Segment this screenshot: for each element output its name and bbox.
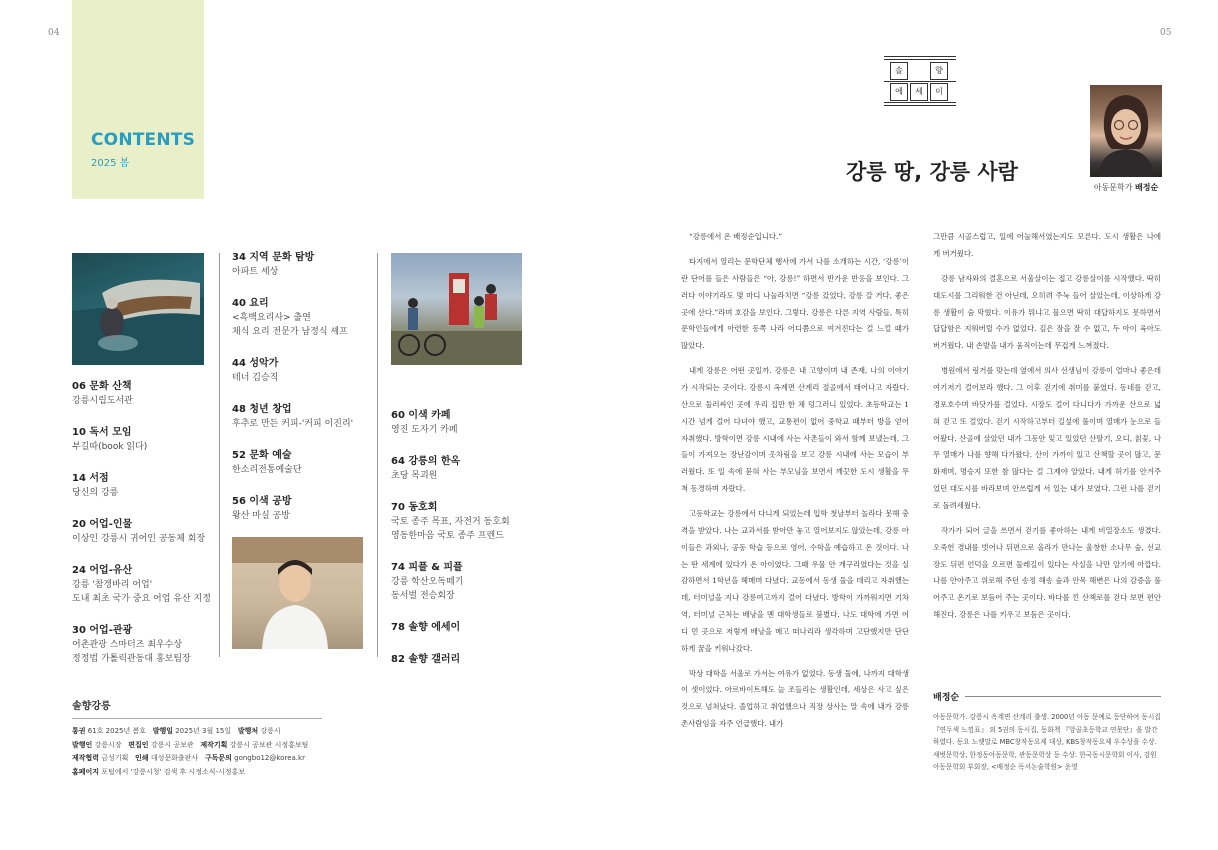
contents-subtitle: 2025 봄: [91, 158, 130, 169]
toc-item-description: 영동한마음 국토 종주 프렌드: [391, 531, 504, 541]
toc-column-2: [232, 251, 372, 541]
author-caption: [1088, 182, 1164, 193]
toc-item-heading: 06 문화 산책: [72, 381, 132, 392]
essay-paragraph: 강릉 남자와의 결혼으로 서울살이는 접고 강릉살이를 시작했다. 딱히 대도시를 그리워한 건 아닌데, 오히려 주눅 들어 살았는데, 이상하게 강릉 생활이 숨 막혔다. 이유가 뭐냐고 물으면 딱히 대답하지도 못하면서 답답함은 지워버릴 수가 없었다. 깊은 잠을 잘 수 없고, 두 아이 육아도 버거웠다. 내 손발을 내가 움직이는데 무겁게 느껴졌다.: [933, 273, 1161, 351]
toc-item-description: 테너 김승직: [232, 373, 279, 383]
colophon-key: 인쇄: [135, 754, 149, 762]
toc-item-description: 국토 종주 목표, 자전거 동호회: [391, 517, 510, 527]
cycling-club-illustration: [391, 253, 522, 365]
bio-text: 아동문학가. 강릉시 옥계면 산계리 출생. 2000년 아동 문예로 등단하여 동시집 『연두색 느낌표』 외 5권의 동시집, 동화책 『앙골초등학교 연못단』을 발간하였다. 동요 노랫말로 MBC창작동요제 대상, KBS창작동요제 우수상을 수상. 새벗문학상, 한정동아동문학, 관동문학상 등 수상. 한국동시문학회 이사, 강원아동문학회 부회장, <배정순 독서논술학원> 운영: [933, 713, 1161, 772]
page-number-left: 04: [48, 28, 60, 38]
toc-item-heading: 20 어업-인물: [72, 519, 133, 530]
toc-item[interactable]: [391, 409, 531, 437]
colophon-key: 발행인: [72, 740, 93, 749]
colophon-line: [72, 766, 392, 780]
toc-item[interactable]: [232, 357, 372, 385]
toc-item-heading: 34 지역 문화 탐방: [232, 252, 315, 263]
toc-item[interactable]: [232, 403, 372, 431]
toc-divider-1: [219, 253, 220, 657]
colophon-key: 홈페이지: [72, 767, 100, 776]
colophon-value: 강릉시 공보관: [150, 740, 194, 749]
colophon-key: 구독문의: [204, 754, 232, 762]
toc-item-heading: 14 서점: [72, 473, 109, 484]
toc-item-description: 강릉 '참겡바리 어업': [72, 580, 153, 590]
colophon-line: [72, 725, 392, 739]
toc-item-heading: 64 강릉의 한옥: [391, 456, 461, 467]
essay-paragraph: 그만큼 시골스럽고, 일에 어눌해서였는지도 모른다. 도시 생활은 나에게 버거웠다.: [933, 232, 1161, 258]
colophon-value: 강릉시장: [94, 740, 122, 749]
stamp-rule: [884, 105, 956, 106]
toc-item-heading: 30 어업-관광: [72, 625, 133, 636]
toc-item-heading: 56 이색 공방: [232, 496, 292, 507]
toc-item-description: 강릉시립도서관: [72, 396, 133, 406]
toc-item-description: 아파트 세상: [232, 267, 279, 277]
stamp-char: 이: [930, 83, 948, 101]
colophon-title: 솔향강릉: [72, 701, 111, 712]
colophon-email[interactable]: gongbo12@korea.kr: [234, 754, 305, 762]
colophon-value: 강릉시 공보관 시정홍보팀: [229, 740, 309, 749]
toc-item-description: 후추로 만든 커피-'커피 이진리': [232, 419, 354, 429]
toc-item[interactable]: [72, 624, 212, 666]
colophon-key: 제작협력: [72, 754, 100, 762]
essay-paragraph: 내게 강릉은 어떤 곳일까. 강릉은 내 고향이며 내 존재, 나의 이야기가 시작되는 곳이다. 강릉시 옥계면 산계리 절골에서 태어나고 자랐다. 산으로 둘러싸인 곳에 우리 집만 한 채 덩그러니 있었다. 초등학교는 1시간 넘게 걸어 다녀야 했고, 교통편이 없어 중학교 때부터 방을 얻어 자취했다. 방학이면 강릉 시내에 사는 사촌들이 와서 함께 보냈는데, 그들이 가져오는 장난감이며 옷차림을 보고 강릉 시내에 사는 모습이 부러웠다. 또 일 속에 묻혀 사는 부모님을 보면서 깨끗한 도시 생활을 무척 동경하며 자랐다.: [681, 366, 909, 493]
bio-divider: [965, 696, 1161, 697]
toc-item[interactable]: [232, 251, 372, 279]
essay-paragraph: 작가가 되어 글을 쓰면서 걷기를 좋아하는 내게 비밀장소도 생겼다. 오죽헌 경내를 벗어나 뒤편으로 올라가 만나는 울창한 소나무 숲, 선교장도 뒤편 언덕을 오르면 둘레길이 있다는 사실을 나만 알기에 아깝다. 나를 안아주고 위로해 주던 송정 해송 숲과 안목 해변은 나의 감증을 풀어주고 온기로 보듬어 주는 곳이다. 바다를 낀 산책로를 걷다 보면 편안해진다. 강릉은 나를 키우고 보듬은 곳이다.: [933, 525, 1161, 619]
toc-column-1: [72, 380, 212, 684]
toc-item[interactable]: [391, 501, 531, 543]
toc-item-heading: 40 요리: [232, 298, 269, 309]
fishing-boat-illustration: [72, 253, 204, 365]
author-name: 배정순: [1135, 183, 1159, 192]
toc-item-description: 부길따(book 읽다): [72, 442, 148, 452]
colophon-key: 발행처: [237, 727, 259, 735]
stamp-rule: [884, 56, 956, 57]
essay-paragraph: 타지에서 열리는 문학단체 행사에 가서 나를 소개하는 시간, ‘강릉’이란 단어를 들은 사람들은 “아, 강릉!” 하면서 반가운 반응을 보인다. 그러다 이야기라도 몇 마디 나눌라치면 “강릉 갔었다, 강릉 갈 거다, 좋은 곳에 산다.”라며 호감을 보인다. 그렇다. 강릉은 다른 지역 사람들, 특히 문학인들에게 아련한 동쪽 나라 어디쯤으로 여겨진다는 걸 느낄 때가 많았다.: [681, 257, 909, 351]
colophon-value: 61호 2025년 봄호: [87, 727, 146, 735]
toc-item-description: 어촌관광 스마터즈 최우수상: [72, 640, 183, 650]
toc-item[interactable]: [72, 564, 212, 606]
toc-item[interactable]: [232, 297, 372, 339]
stamp-rule: [884, 59, 956, 60]
toc-item-description: 한소리전통예술단: [232, 465, 302, 475]
stamp-char: 세: [910, 83, 928, 101]
stamp-char: 솔: [890, 62, 908, 80]
contents-header-box: [72, 0, 204, 199]
essay-paragraph: “강릉에서 온 배정순입니다.”: [689, 232, 783, 241]
toc-item-description: 왕산 마실 공방: [232, 511, 290, 521]
toc-item[interactable]: [72, 426, 212, 454]
essay-column-2: [933, 229, 1161, 632]
toc-item-heading: 78 솔향 에세이: [391, 622, 461, 633]
colophon-divider: [72, 718, 322, 719]
stamp-rule: [884, 102, 956, 103]
toc-item-heading: 10 독서 모임: [72, 427, 132, 438]
stamp-char: 향: [930, 62, 948, 80]
toc-item[interactable]: [232, 449, 372, 477]
contents-title: CONTENTS: [91, 130, 196, 150]
toc-item[interactable]: [72, 380, 212, 408]
toc-item[interactable]: [72, 472, 212, 500]
toc-item[interactable]: [391, 653, 531, 667]
toc-item-heading: 60 이색 카페: [391, 410, 451, 421]
toc-item-heading: 52 문화 예술: [232, 450, 292, 461]
toc-item[interactable]: [232, 495, 372, 523]
toc-item-description: 이상인 강릉시 귀어인 공동체 회장: [72, 534, 206, 544]
colophon: [72, 697, 392, 779]
page-number-right: 05: [1160, 28, 1172, 38]
essay-paragraph: 병원에서 링거를 맞는데 옆에서 의사 선생님이 강릉이 얼마나 좋은데 여기저기 걸어보라 했다. 그 이후 걷기에 취미를 붙였다. 동네를 걷고, 경포호수며 바닷가를 걸었다. 시장도 걸어 다니다가 가까운 산으로 넓혀 걷고 또 걸었다. 걷기 시작하고부터 길섶에 풀이며 열매가 눈으로 들어왔다. 산골에 살았던 내가 그동안 잊고 있었던 산딸기, 오디, 칡꽃, 나무 열매가 나를 향해 다가왔다. 산이 가까이 있고 산책할 곳이 많고, 문화재며, 명승지 또한 참 많다는 걸 그제야 알았다. 내게 허기를 안겨주었던 대도시를 바라보며 안쓰럽게 서 있는 내가 보였다. 그런 나를 걷기로 돌려세웠다.: [933, 366, 1161, 510]
toc-item-description: 영진 도자기 카페: [391, 425, 458, 435]
toc-divider-2: [377, 253, 378, 657]
colophon-line: [72, 739, 392, 753]
toc-item-heading: 24 어업-유산: [72, 565, 133, 576]
essay-paragraph: 고등학교는 강릉에서 다니게 되었는데 입학 첫날부터 놀라다 못해 충격을 받았다. 나는 교과서를 받아만 놓고 열어보지도 않았는데, 강릉 아이들은 과외나, 공동 학습 등으로 영어, 수학을 예습하고 온 것이다. 나는 딴 세계에 있다가 온 아이였다. 그때 우물 안 개구리였다는 것을 실감하면서 1학년을 헤매며 다녔다. 교동에서 동생 둘을 데리고 자취했는데, 터미널을 지나 강릉여고까지 걸어 다녔다. 방학이 가까워지면 기차역, 터미널 근처는 배낭을 멘 대학생들로 붐볐다. 나도 대학에 가면 어디 먼 곳으로 저렇게 배낭을 메고 떠나리라 생각하며 고단했지만 단단하게 꿈을 키워나갔다.: [681, 509, 909, 653]
toc-item-description: 당신의 강릉: [72, 488, 119, 498]
chef-portrait-photo: [232, 537, 363, 649]
colophon-value: 포털에서 '강릉시청' 검색 후 시정소식-시정홍보: [101, 767, 246, 776]
colophon-value: 2025년 3월 15일: [175, 727, 232, 735]
toc-item[interactable]: [72, 518, 212, 546]
fishing-boat-photo: [72, 253, 204, 365]
toc-item-heading: 48 청년 창업: [232, 404, 292, 415]
essay-title: 강릉 땅, 강릉 사람: [846, 160, 1018, 184]
author-portrait-illustration: [1090, 85, 1162, 177]
toc-column-3: [391, 409, 531, 685]
toc-item[interactable]: [391, 561, 531, 603]
colophon-line: [72, 752, 392, 766]
colophon-key: 제작기획: [200, 740, 228, 749]
author-role: 아동문학가: [1093, 183, 1133, 192]
toc-item-description: <흑백요리사> 출연: [232, 313, 311, 323]
colophon-value: 강릉시: [260, 727, 281, 735]
essay-series-stamp: [884, 56, 956, 106]
toc-item-description: 초당 목괴원: [391, 471, 438, 481]
toc-item-heading: 70 동호회: [391, 502, 438, 513]
colophon-key: 통권: [72, 727, 86, 735]
author-portrait: [1090, 85, 1162, 177]
bio-header: [933, 690, 1161, 703]
toc-item-description: 도내 최초 국가 중요 어업 유산 지정: [72, 594, 211, 604]
toc-item-description: 강릉 학산오독떼기: [391, 577, 464, 587]
stamp-rule: [884, 81, 956, 82]
toc-item-description: 정정법 가톨릭관동대 홍보팀장: [72, 654, 191, 664]
toc-item-description: 동서벌 전승회장: [391, 591, 455, 601]
colophon-value: 금성기획: [101, 754, 129, 762]
toc-item-description: 채식 요리 전문가 남정식 셰프: [232, 327, 348, 337]
toc-item-heading: 82 솔향 갤러리: [391, 654, 461, 665]
bio-name: 배정순: [933, 693, 960, 703]
toc-item-heading: 74 피플 & 피플: [391, 562, 463, 573]
author-bio: [933, 690, 1161, 774]
essay-column-1: [681, 229, 909, 741]
toc-item-heading: 44 성악가: [232, 358, 279, 369]
colophon-key: 편집인: [128, 740, 149, 749]
toc-item[interactable]: [391, 455, 531, 483]
stamp-char: 에: [890, 83, 908, 101]
cycling-club-photo: [391, 253, 522, 365]
chef-portrait-illustration: [232, 537, 363, 649]
essay-paragraph: 막상 대학을 서울로 가서는 여유가 없었다. 동생 둘에, 나까지 대학생이 셋이었다. 아르바이트해도 늘 조들리는 생활인데, 세상은 사고 싶은 것으로 넘쳐났다. 졸업하고 취업했으나 직장 상사는 말 속에 내가 강릉 촌사람임을 자주 언급했다. 내가: [681, 668, 909, 729]
colophon-key: 발행일: [152, 727, 173, 735]
toc-item[interactable]: [391, 621, 531, 635]
colophon-value: 대성문화출판사: [150, 754, 199, 762]
